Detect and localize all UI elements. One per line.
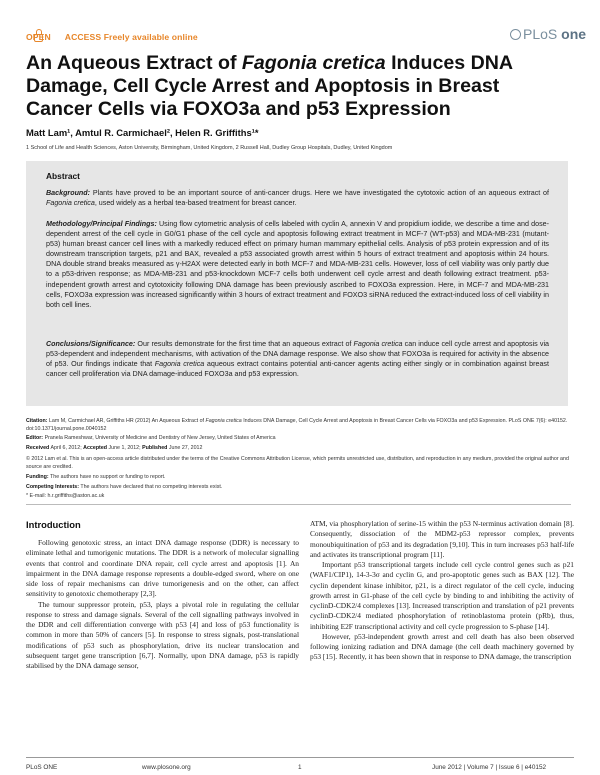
species-name: Fagonia cretica	[353, 340, 403, 348]
introduction-heading: Introduction	[26, 519, 81, 530]
received-label: Received	[26, 445, 50, 451]
email: * E-mail: h.r.griffiths@aston.ac.uk	[26, 493, 105, 499]
citation	[26, 418, 571, 433]
published-label: Published	[142, 445, 168, 451]
paragraph: Following genotoxic stress, an intact DNA damage response (DDR) is necessary to eliminate lethal and tumorigenic mutations. The DDR is a network of molecular signalling events that control and coordinate DNA repair, cell cycle arrest and apoptosis [1]. An impairment in the DNA damage response represents a double-edged sword, where on one side loss of repair mechanisms can drive tumorigenesis and on the other, can affect sensitivity to genotoxic chemotherapy [2,3].	[26, 538, 299, 599]
open-access-label	[26, 32, 198, 42]
methods-label: Methodology/Principal Findings:	[46, 220, 157, 228]
dates	[26, 445, 571, 453]
access-label: ACCESS	[64, 32, 102, 42]
text-span: , used widely as a herbal tea-based treatment for breast cancer.	[94, 199, 297, 208]
citation-label: Citation:	[26, 418, 48, 424]
title-line: Damage, Cell Cycle Arrest and Apoptosis in Breast	[26, 75, 500, 97]
footer-issue: June 2012 | Volume 7 | Issue 6 | e40152	[432, 764, 547, 771]
species-name: Fagonia cretica	[205, 418, 242, 424]
abstract-background	[46, 188, 549, 208]
open-label: OPEN	[26, 32, 51, 42]
text-span: Pranela Rameshwar, University of Medicine and Dentistry of New Jersey, United States of America	[44, 435, 276, 441]
conclusions-label: Conclusions/Significance:	[46, 340, 136, 348]
text-span: Using flow cytometric analysis of cells labeled with cyclin A, annexin V and propidium iodide, we describe a time and dose-dependent arrest of the cell cycle in G0/G1 phase of the cell cycle and apoptosis following extract treatment in MCF-7 (WT-p53) and MDA-MB-231 (mutant-p53) human breast cancer cell lines with a markedly reduced effect on primary human mammary epithelial cells. Analysis of p53 protein expression and of its downstream transcription targets, p21 and BAX, revealed a p53 associated growth arrest within 5 hours of extract treatment and apoptosis within 24 hours. DNA double strand breaks measured as γ-H2AX were detected early in both MCF-7 and MDA-MB-231 cells. However, loss of cell viability was only partly due to a p53-driven response; as MDA-MB-231 and p53-knockdown MCF-7 cells both underwent cell cycle arrest and death following extract treatment. p53-independent growth arrest and cytotoxicity following DNA damage has been previously ascribed to FOXO3a expression. Here, in MCF-7 and MDA-MB-231 cells, FOXO3a expression was increased significantly within 3 hours of extract treatment and FOXO3 siRNA reduced the extract-induced loss of cell viability in both cell lines.	[46, 220, 549, 309]
title-species: Fagonia cretica	[241, 52, 386, 74]
paragraph: The tumour suppressor protein, p53, plays a pivotal role in regulating the cellular response to stress and damage signals. Several of the cell signalling pathways involved in the DDR and cell differentiation converge with p53 [4] and loss of p53 functionality is common in more than 50% of cancers [5]. In response to stress signals, post-translational modifications of p53 such as phosphorylation, drive its nuclear translocation and subsequent target gene transcription [6,7]. Normally, upon DNA damage, p53 is rapidly stabilised by the DNA damage sensor,	[26, 599, 299, 670]
plos-one-logo	[510, 26, 586, 42]
article-title	[26, 52, 546, 121]
title-part: An Aqueous Extract of	[26, 52, 242, 74]
right-column	[310, 519, 574, 663]
text-span: aqueous extract contains potential anti-cancer agents acting either singly or in combination against breast cancer cell proliferation via DNA damage-induced FOXO3a and p53 expression.	[46, 360, 549, 379]
text-span: The authors have declared that no competing interests exist.	[80, 484, 223, 490]
affiliations: 1 School of Life and Health Sciences, Aston University, Birmingham, United Kingdom, 2 Russell Hall, Dudley Group Hospitals, Dudley, United Kingdom	[26, 145, 393, 151]
competing-interests	[26, 484, 571, 492]
text-span: can induce cell cycle arrest and apoptosis via p53-dependent and independent mechanisms, with activation of the DNA damage response. We also show that FOXO3a is required for activity in the absence of p53. Our findings indicate that	[46, 340, 550, 369]
text-span: Lam M, Carmichael AR, Griffiths HR (2012) An Aqueous Extract of	[48, 418, 206, 424]
title-line: Cancer Cells via FOXO3a and p53 Expression	[26, 98, 451, 120]
paragraph: Important p53 transcriptional targets include cell cycle control genes such as p21 (WAF1/CIP1), 14-3-3σ and cyclin G, and pro-apoptotic genes such as BAX [12]. The cyclin dependent kinase inhibitor, p21, is a direct regulator of the cell cycle, inducing growth arrest in G1-phase of the cell cycle by binding to and inhibiting the activity of cyclinD-CDK2/4 complexes [13]. Increased transcription and translation of p21 prevents cyclinD-CDK2/4 mediated phosphorylation of retinoblastoma protein (pRb), thus, inhibiting E2F transcriptional activity and cell cycle progression to S-phase [14].	[310, 560, 574, 631]
left-column	[26, 538, 299, 671]
abstract-heading: Abstract	[46, 171, 80, 181]
logo-one-text: one	[561, 26, 587, 42]
competing-label: Competing Interests:	[26, 484, 79, 490]
species-name: Fagonia cretica	[46, 199, 95, 208]
abstract-conclusions	[46, 339, 549, 379]
text-span: Our results demonstrate for the first time that an aqueous extract of	[137, 340, 354, 348]
text-span: Plants have proved to be an important source of anti-cancer drugs. Here we have investigated the cytotoxic action of an aqueous extract of	[92, 189, 550, 197]
author-list: Matt Lam¹, Amtul R. Carmichael², Helen R. Griffiths¹*	[26, 127, 259, 138]
species-name: Fagonia cretica	[154, 360, 205, 369]
logo-plos-text: PLoS	[523, 26, 558, 42]
plos-logo-icon	[510, 29, 521, 40]
footer-journal: PLoS ONE	[26, 764, 58, 771]
footer-divider	[26, 757, 574, 758]
published-date: June 27, 2012	[168, 445, 203, 451]
funding	[26, 474, 571, 482]
section-divider	[26, 504, 571, 505]
title-part: Induces DNA	[385, 52, 514, 74]
text-span: The authors have no support or funding to report.	[50, 474, 166, 480]
paragraph: However, p53-independent growth arrest and cell death has also been observed following ionizing radiation and DNA damage (the cell death machinery governed by p53 [15]. Recently, it has been shown that in response to DNA damage, the transcription	[310, 631, 574, 662]
accepted-date: June 1, 2012;	[108, 445, 141, 451]
page-number: 1	[298, 764, 302, 771]
text-span: Induces DNA Damage, Cell Cycle Arrest and Apoptosis in Breast Cancer Cells via FOXO3a and p53 Expression. PLoS ONE 7(6): e40152. doi:10.1371/journal.pone.0040152	[26, 418, 568, 432]
background-label: Background:	[46, 189, 91, 197]
received-date: April 6, 2012;	[50, 445, 82, 451]
editor-label: Editor:	[26, 435, 44, 441]
abstract-methods	[46, 219, 549, 310]
footer-website[interactable]: www.plosone.org	[142, 764, 191, 771]
editor	[26, 435, 571, 443]
paragraph: ATM, via phosphorylation of serine-15 within the p53 N-terminus activation domain [8]. Consequently, dissociation of the MDM2-p53 repressor complex, prevents monoubiquitination of p53 and its degradation [9,10]. This in turn increases p53 half-life and activates its transcriptional program [11].	[310, 519, 574, 559]
freely-available-text: Freely available online	[103, 32, 198, 42]
accepted-label: Accepted	[83, 445, 107, 451]
copyright: © 2012 Lam et al. This is an open-access article distributed under the terms of the Creative Commons Attribution License, which permits unrestricted use, distribution, and reproduction in any medium, provided the original author and source are credited.	[26, 456, 569, 470]
funding-label: Funding:	[26, 474, 49, 480]
